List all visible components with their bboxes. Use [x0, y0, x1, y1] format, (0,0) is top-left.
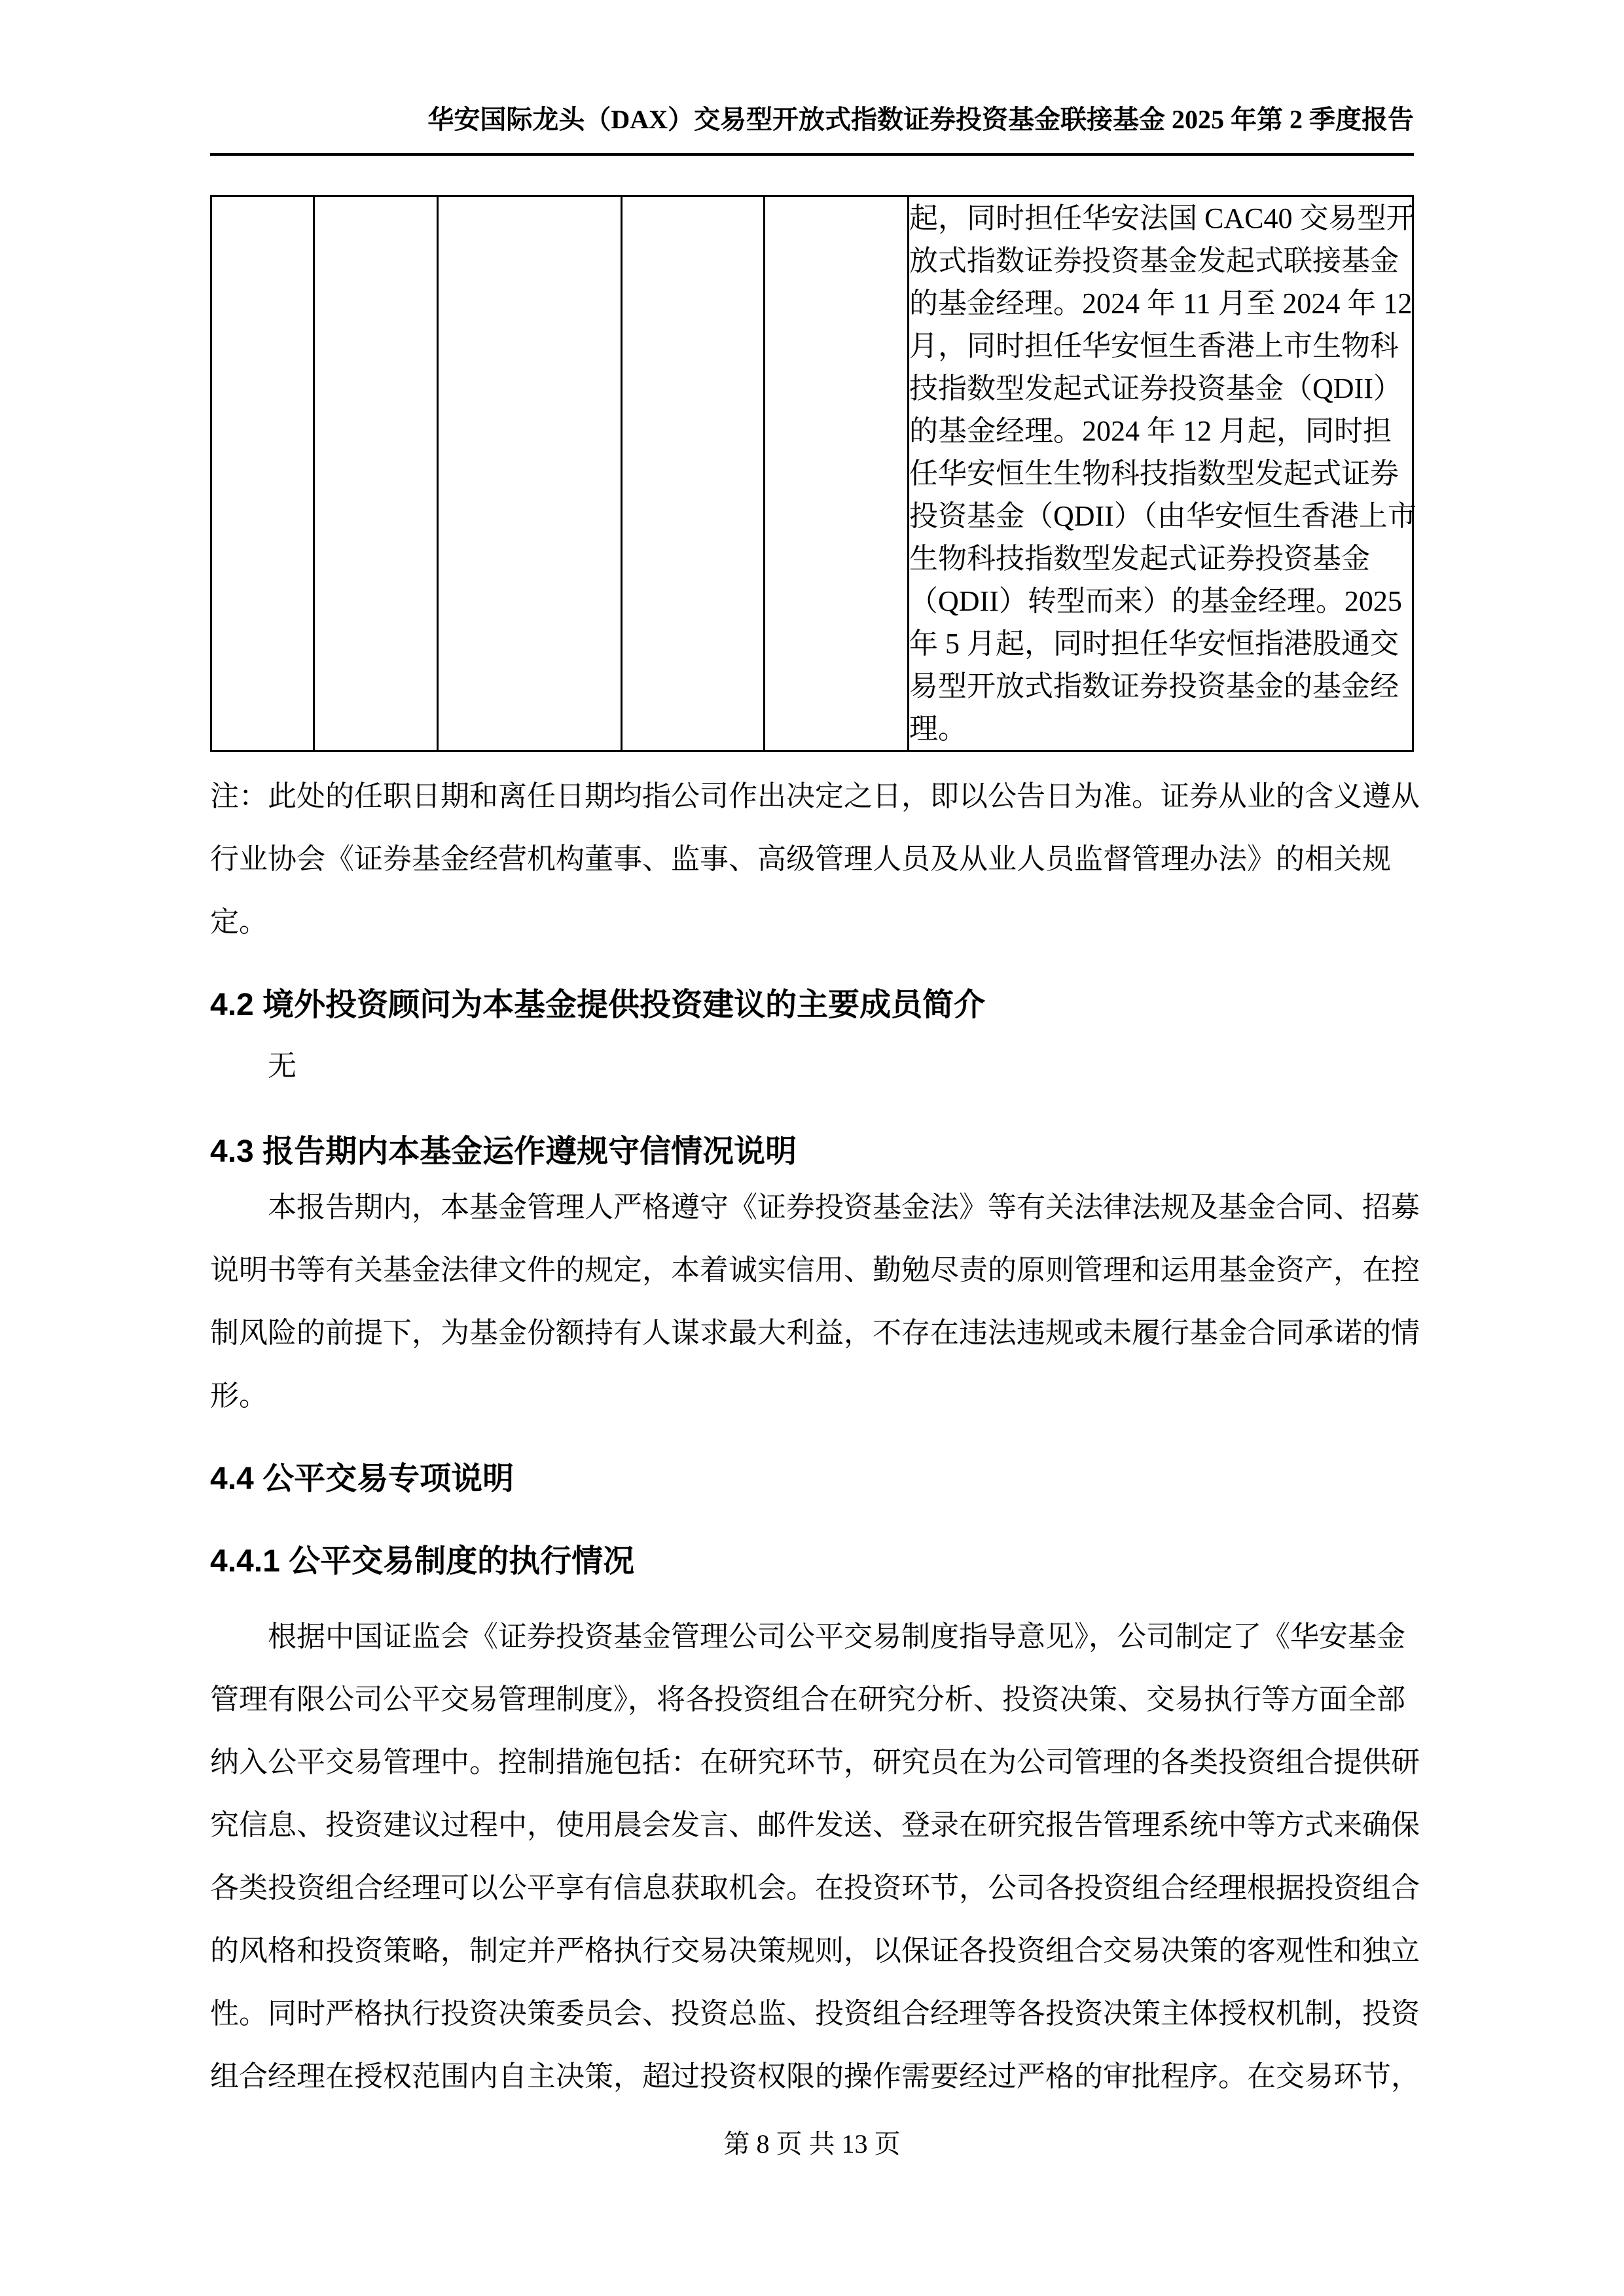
section-heading-4-3: 4.3 报告期内本基金运作遵规守信情况说明 — [210, 1134, 797, 1169]
text-line: 的基金经理。2024 年 12 月起，同时担 — [909, 415, 1392, 447]
table-cell-empty — [765, 196, 909, 751]
table-cell-empty — [438, 196, 622, 751]
section-heading-4-4-1: 4.4.1 公平交易制度的执行情况 — [210, 1544, 635, 1579]
text-line: 易型开放式指数证券投资基金的基金经 — [909, 670, 1399, 702]
text-line: 管理有限公司公平交易管理制度》，将各投资组合在研究分析、投资决策、交易执行等方面全部 — [210, 1683, 1405, 1715]
text-line: 定。 — [210, 906, 268, 938]
text-line: 放式指数证券投资基金发起式联接基金 — [909, 245, 1399, 277]
table-footnote — [210, 765, 1420, 954]
text-line: 注：此处的任职日期和离任日期均指公司作出决定之日，即以公告日为准。证券从业的含义遵从 — [210, 780, 1420, 812]
section-4-3-paragraph — [210, 1176, 1420, 1427]
text-line: 的基金经理。2024 年 11 月至 2024 年 12 — [909, 287, 1413, 319]
text-line: 投资基金（QDII）（由华安恒生香港上市 — [909, 500, 1416, 532]
page-header-title: 华安国际龙头（DAX）交易型开放式指数证券投资基金联接基金 2025 年第 2 季度报告 — [427, 105, 1414, 134]
text-line: 年 5 月起，同时担任华安恒指港股通交 — [909, 628, 1399, 660]
text-line: 生物科技指数型发起式证券投资基金 — [909, 543, 1370, 575]
table-cell-empty — [622, 196, 765, 751]
table-row — [211, 196, 1413, 751]
text-line: 理。 — [909, 713, 967, 745]
text-line: 组合经理在授权范围内自主决策，超过投资权限的操作需要经过严格的审批程序。在交易环节， — [210, 2060, 1420, 2092]
header-divider-rule — [210, 153, 1414, 156]
text-line: 性。同时严格执行投资决策委员会、投资总监、投资组合经理等各投资决策主体授权机制，投资 — [210, 1998, 1420, 2030]
section-4-2-body-none: 无 — [268, 1050, 297, 1082]
text-line: 本报告期内，本基金管理人严格遵守《证券投资基金法》等有关法律法规及基金合同、招募 — [268, 1191, 1420, 1223]
text-line: 究信息、投资建议过程中，使用晨会发言、邮件发送、登录在研究报告管理系统中等方式来确保 — [210, 1809, 1420, 1841]
text-line: 任华安恒生生物科技指数型发起式证券 — [909, 457, 1399, 490]
text-line: 的风格和投资策略，制定并严格执行交易决策规则，以保证各投资组合交易决策的客观性和独立 — [210, 1935, 1420, 1967]
text-line: 起，同时担任华安法国 CAC40 交易型开 — [909, 202, 1415, 234]
section-4-4-1-paragraph — [210, 1605, 1420, 2108]
text-line: 形。 — [210, 1380, 268, 1412]
page-number-footer: 第 8 页 共 13 页 — [723, 2129, 901, 2159]
text-line: 月，同时担任华安恒生香港上市生物科 — [909, 330, 1399, 362]
section-heading-4-2: 4.2 境外投资顾问为本基金提供投资建议的主要成员简介 — [210, 988, 986, 1022]
text-line: （QDII）转型而来）的基金经理。2025 — [909, 585, 1402, 617]
table-cell-manager-biography — [909, 196, 1416, 751]
section-heading-4-4: 4.4 公平交易专项说明 — [210, 1462, 514, 1496]
text-line: 纳入公平交易管理中。控制措施包括：在研究环节，研究员在为公司管理的各类投资组合提供研 — [210, 1746, 1420, 1778]
text-line: 说明书等有关基金法律文件的规定，本着诚实信用、勤勉尽责的原则管理和运用基金资产，在控 — [210, 1254, 1420, 1286]
table-cell-empty — [314, 196, 438, 751]
text-line: 行业协会《证券基金经营机构董事、监事、高级管理人员及从业人员监督管理办法》的相关规 — [210, 843, 1391, 875]
fund-manager-table — [210, 195, 1414, 752]
text-line: 技指数型发起式证券投资基金（QDII） — [909, 372, 1402, 404]
text-line: 根据中国证监会《证券投资基金管理公司公平交易制度指导意见》，公司制定了《华安基金 — [268, 1621, 1405, 1653]
table-cell-empty — [211, 196, 314, 751]
text-line: 制风险的前提下，为基金份额持有人谋求最大利益，不存在违法违规或未履行基金合同承诺的情 — [210, 1317, 1420, 1349]
text-line: 各类投资组合经理可以公平享有信息获取机会。在投资环节，公司各投资组合经理根据投资组合 — [210, 1872, 1420, 1904]
